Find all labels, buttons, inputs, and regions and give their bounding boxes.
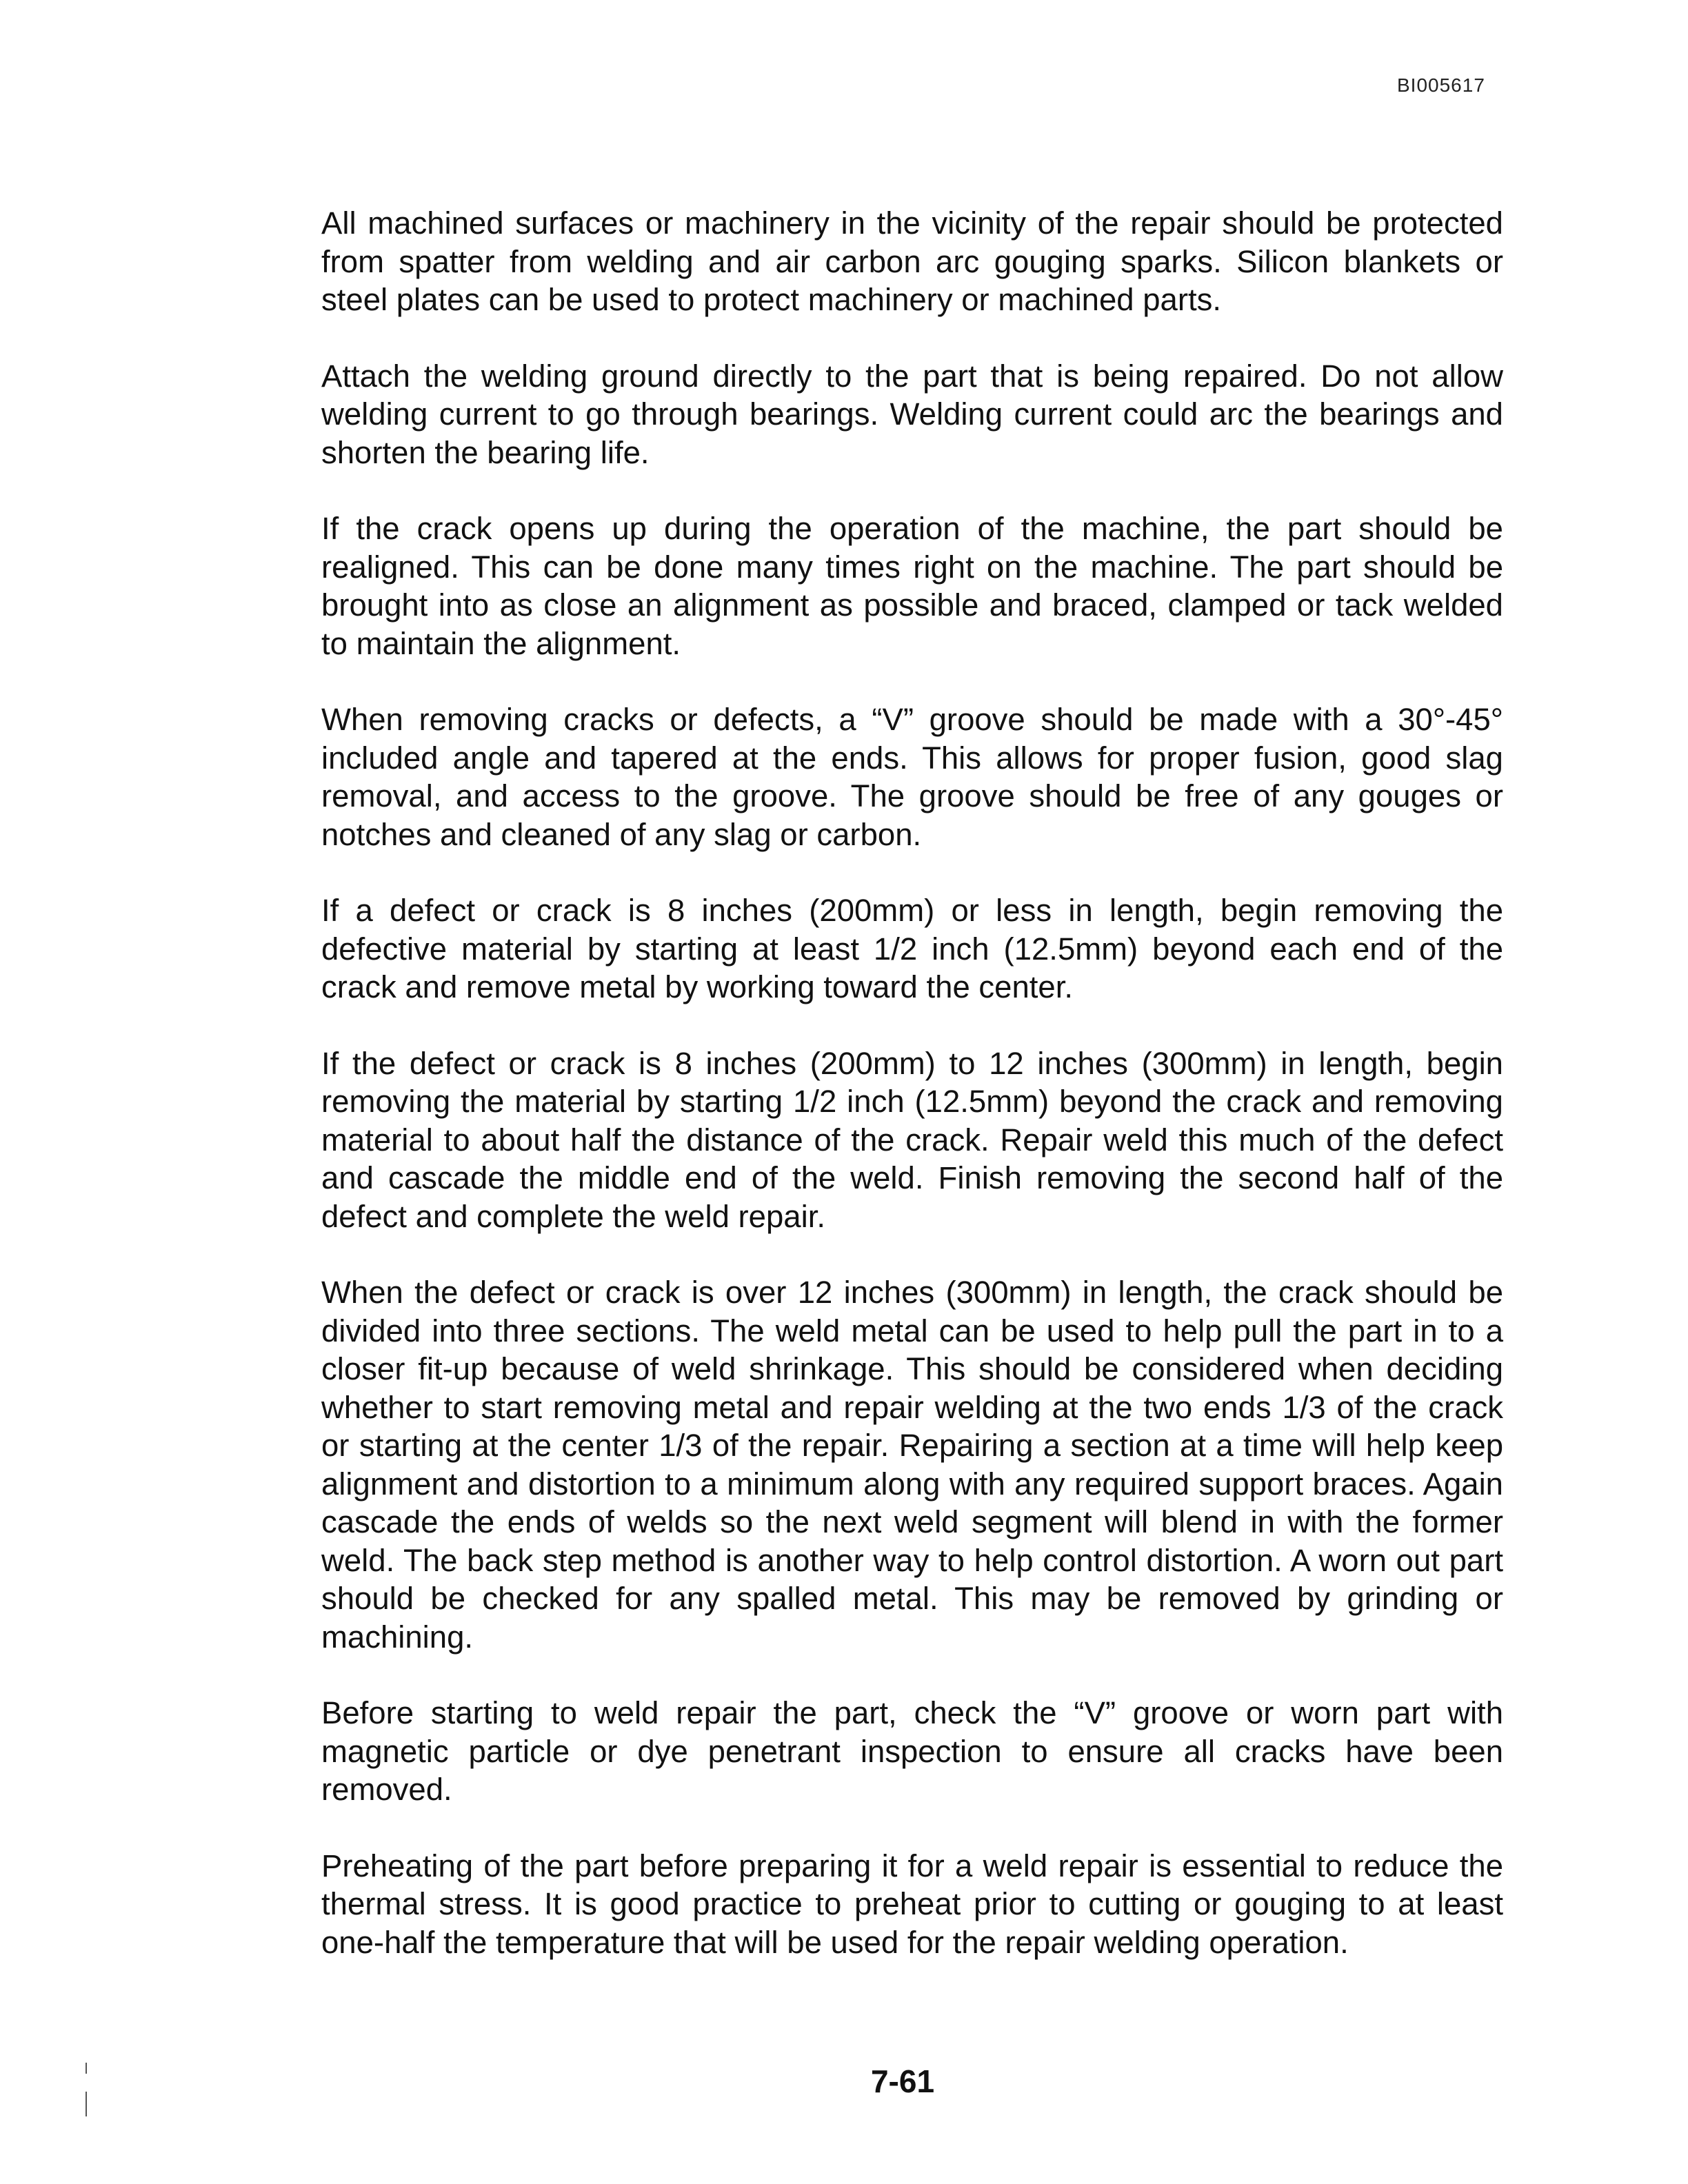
- paragraph-welding-ground: Attach the welding ground directly to the part that is being repaired. Do not allow welding current to go through bearings. Welding current could arc the bearings and shorten the bearing life.: [321, 358, 1503, 470]
- page-body: [321, 204, 1503, 1999]
- paragraph-long-crack: When the defect or crack is over 12 inches (300mm) in length, the crack should be divided into three sections. The weld metal can be used to help pull the part in to a closer fit-up because of weld shrinkage. This should be considered when deciding whether to start removing metal and repair welding at the two ends 1/3 of the crack or starting at the center 1/3 of the repair. Repairing a section at a time will help keep alignment and distortion to a minimum along with any required support braces. Again cascade the ends of welds so the next weld segment will blend in with the former weld. The back step method is another way to help control distortion. A worn out part should be checked for any spalled metal. This may be removed by grinding or machining.: [321, 1275, 1503, 1655]
- paragraph-preheating: Preheating of the part before preparing it for a weld repair is essential to reduce the thermal stress. It is good practice to preheat prior to cutting or gouging to at least one-half the temperature that will be used for the repair welding operation.: [321, 1848, 1503, 1960]
- paragraph-inspection: Before starting to weld repair the part, check the “V” groove or worn part with magnetic particle or dye penetrant inspection to ensure all cracks have been removed.: [321, 1695, 1503, 1807]
- paragraph-realignment: If the crack opens up during the operation of the machine, the part should be realigned. This can be done many times right on the machine. The part should be brought into as close an alignment as possible and braced, clamped or tack welded to maintain the alignment.: [321, 511, 1503, 661]
- paragraph-medium-crack: If the defect or crack is 8 inches (200mm) to 12 inches (300mm) in length, begin removing the material by starting 1/2 inch (12.5mm) beyond the crack and removing material to about half the distance of the crack. Repair weld this much of the defect and cascade the middle end of the weld. Finish removing the second half of the defect and complete the weld repair.: [321, 1045, 1503, 1234]
- paragraph-short-crack: If a defect or crack is 8 inches (200mm) or less in length, begin removing the defective material by starting at least 1/2 inch (12.5mm) beyond each end of the crack and remove metal by working toward the center.: [321, 893, 1503, 1004]
- document-id: BI005617: [1397, 74, 1485, 96]
- margin-mark: [86, 2063, 87, 2074]
- margin-mark: [86, 2092, 87, 2116]
- page-number: 7-61: [870, 2063, 935, 2099]
- paragraph-protection: All machined surfaces or machinery in the vicinity of the repair should be protected from spatter from welding and air carbon arc gouging sparks. Silicon blankets or steel plates can be used to protect machinery or machined parts.: [321, 205, 1503, 317]
- paragraph-v-groove: When removing cracks or defects, a “V” groove should be made with a 30°-45° included angle and tapered at the ends. This allows for proper fusion, good slag removal, and access to the groove. The groove should be free of any gouges or notches and cleaned of any slag or carbon.: [321, 702, 1503, 852]
